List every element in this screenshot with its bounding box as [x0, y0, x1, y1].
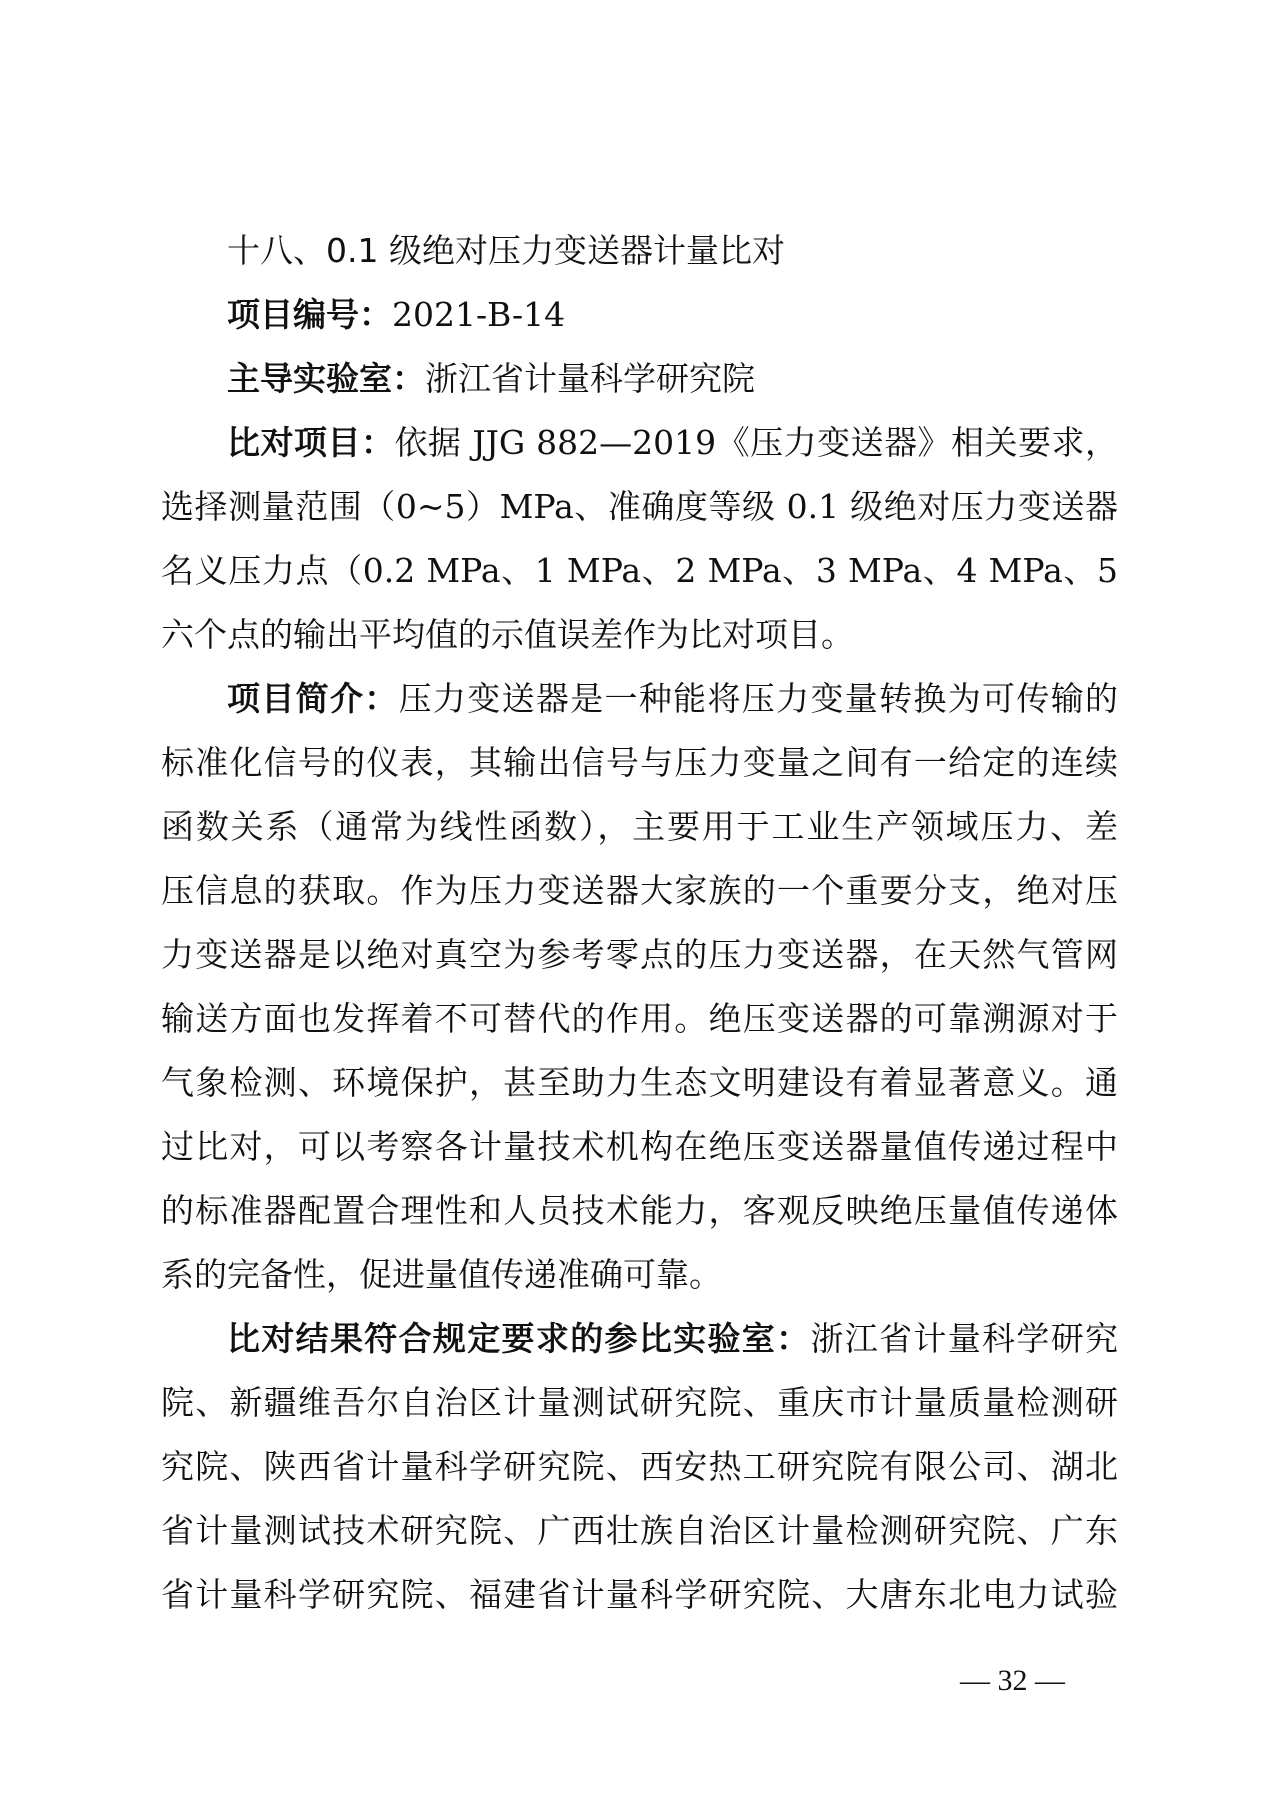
intro-line: 系的完备性，促进量值传递准确可靠。: [161, 1255, 722, 1294]
qualified-labs-line: 省计量科学研究院、福建省计量科学研究院、大唐东北电力试验: [161, 1575, 1118, 1614]
lead-lab: [227, 347, 1118, 411]
comparison-item-line: 选择测量范围（0~5）MPa、准确度等级 0.1 级绝对压力变送器: [161, 487, 1118, 526]
qualified-labs-line: 省计量测试技术研究院、广西壮族自治区计量检测研究院、广东: [161, 1511, 1118, 1550]
comparison-item-line: 六个点的输出平均值的示值误差作为比对项目。: [161, 615, 854, 654]
text-span: 依据 JJG 882—2019《压力变送器》相关要求，: [394, 423, 1118, 462]
intro-line: 输送方面也发挥着不可替代的作用。绝压变送器的可靠溯源对于: [161, 999, 1118, 1038]
text-span: 浙江省计量科学研究: [810, 1319, 1118, 1358]
comparison-item-line: [227, 411, 1118, 475]
intro-line: 压信息的获取。作为压力变送器大家族的一个重要分支，绝对压: [161, 871, 1118, 910]
project-number-label: 项目编号：: [227, 295, 392, 334]
lead-lab-value: 浙江省计量科学研究院: [425, 359, 755, 398]
intro-line: [227, 667, 1118, 731]
qualified-labs-line: 究院、陕西省计量科学研究院、西安热工研究院有限公司、湖北: [161, 1447, 1118, 1486]
intro-label: 项目简介：: [227, 679, 399, 718]
intro-line: 力变送器是以绝对真空为参考零点的压力变送器，在天然气管网: [161, 935, 1118, 974]
qualified-labs-label: 比对结果符合规定要求的参比实验室：: [227, 1319, 811, 1358]
project-number: [227, 283, 1118, 347]
text-span: 压力变送器是一种能将压力变量转换为可传输的: [398, 679, 1118, 718]
section-title: 十八、0.1 级绝对压力变送器计量比对: [227, 231, 785, 270]
page-number: — 32 —: [960, 1664, 1065, 1697]
project-number-value: 2021-B-14: [392, 295, 566, 334]
intro-line: 过比对，可以考察各计量技术机构在绝压变送器量值传递过程中: [161, 1127, 1118, 1166]
qualified-labs-line: 院、新疆维吾尔自治区计量测试研究院、重庆市计量质量检测研: [161, 1383, 1118, 1422]
intro-line: 气象检测、环境保护，甚至助力生态文明建设有着显著意义。通: [161, 1063, 1118, 1102]
lead-lab-label: 主导实验室：: [227, 359, 425, 398]
intro-line: 标准化信号的仪表，其输出信号与压力变量之间有一给定的连续: [161, 743, 1118, 782]
intro-line: 的标准器配置合理性和人员技术能力，客观反映绝压量值传递体: [161, 1191, 1118, 1230]
comparison-item-line: 名义压力点（0.2 MPa、1 MPa、2 MPa、3 MPa、4 MPa、5: [161, 551, 1118, 590]
intro-line: 函数关系（通常为线性函数），主要用于工业生产领域压力、差: [161, 807, 1118, 846]
comparison-item-label: 比对项目：: [227, 423, 395, 462]
qualified-labs-line: [227, 1307, 1118, 1371]
